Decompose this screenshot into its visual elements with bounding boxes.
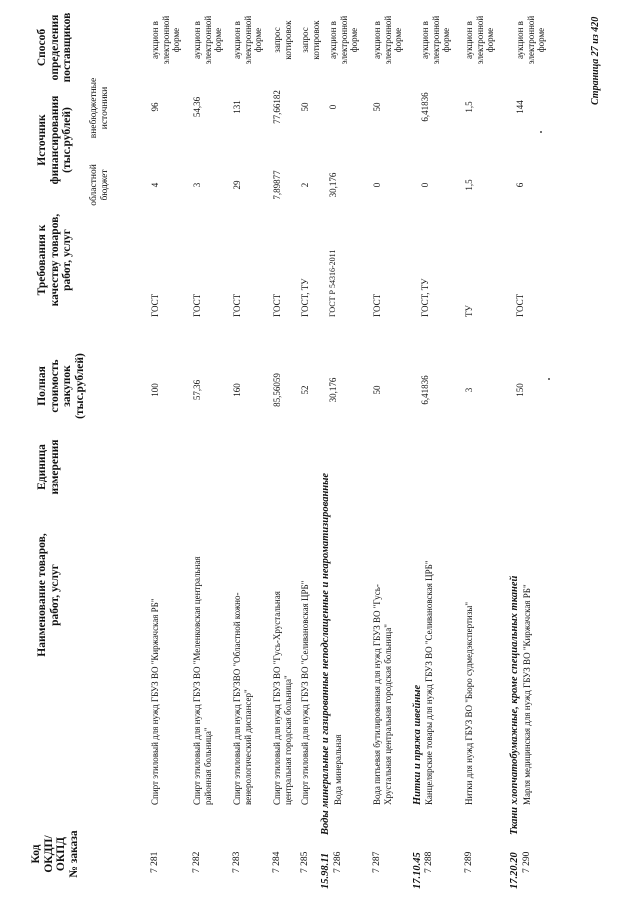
row-cost: 50 [372,385,382,395]
row-method [420,5,452,75]
row-method-line: электронной [525,15,536,65]
header-method [36,0,74,95]
header-quality-line: работ, услуг [61,229,73,291]
group-title: Воды минеральные и газированные неподслащенные и неароматизированные [320,472,331,835]
row-method [300,5,321,75]
row-regional: 7,89877 [272,170,282,200]
header-unit [36,427,61,507]
header-name-line: Наименование товаров, [36,533,48,657]
row-regional: 29 [232,180,242,190]
row-method [515,5,547,75]
header-regional-line: областной [89,164,99,206]
row-method-line: аукцион в [464,21,474,59]
row-name-line: Спирт этиловый для нужд ГБУЗ ВО "Киржачская РБ" [150,598,160,805]
header-cost-line: стоимость [48,359,61,413]
scan-speck [540,131,542,133]
row-method-line: аукцион в [192,21,202,59]
header-code-line: ОКПД [55,836,67,872]
row-quality: ГОСТ [232,293,242,317]
row-quality: ГОСТ [192,293,202,317]
row-regional: 4 [150,182,160,188]
row-regional: 6 [515,182,525,188]
header-code-line: № заказа [67,830,80,878]
row-name [372,495,393,805]
row-cost: 85,56059 [272,373,282,407]
header-finance-regional [89,145,110,225]
row-method-line: форме [393,27,403,53]
group-code: 15.98.11 [320,852,331,889]
row-extra: 6,41836 [420,92,430,122]
header-finance-line: Источник [36,114,48,166]
row-method-line: электронной [430,15,441,65]
header-code-line: ОКДП/ [42,835,55,873]
row-cost: 160 [232,383,242,397]
row-regional: 0 [372,182,382,188]
row-method [372,5,404,75]
row-method-line: котировок [310,20,321,60]
row-name-line: Спирт этиловый для нужд ГБУЗ ВО "Гусь-Хрустальная [272,591,282,805]
row-quality: ГОСТ [372,293,382,317]
row-name [300,495,311,805]
row-name-line: Вода минеральная [333,734,343,805]
row-method-line: аукцион в [515,21,525,59]
row-method-line: электронной [474,15,485,65]
row-method-line: электронной [382,15,393,65]
row-extra: 131 [232,100,242,114]
row-extra: 0 [328,104,338,110]
header-code [30,809,80,899]
row-cost: 100 [150,383,160,397]
row-regional: 3 [192,182,202,188]
row-method-line: запрос [272,27,282,53]
row-regional: 1,5 [464,179,474,191]
header-cost-line: Полная [36,366,48,406]
row-quality: ГОСТ [515,293,525,317]
header-quality-line: качеству товаров, [48,213,61,307]
row-cost: 6,41836 [420,375,430,405]
row-regional: 30,176 [328,172,338,198]
row-number: 7 282 [192,851,202,873]
row-name-line: районная больница" [202,727,213,805]
header-regional-line: бюджет [99,169,110,201]
header-quality [36,205,74,315]
row-extra: 50 [300,102,310,112]
row-extra: 77,66182 [272,90,282,124]
row-method-line: котировок [282,20,293,60]
row-method-line: аукцион в [232,21,242,59]
row-number: 7 287 [372,851,382,873]
row-method [150,5,182,75]
row-extra: 50 [372,102,382,112]
header-extra-line: внебюджетные [89,77,99,139]
row-method-line: аукцион в [372,21,382,59]
row-method [328,5,360,75]
row-name-line: Канцелярские товары для нужд ГБУЗ ВО "Селивановская ЦРБ" [424,560,434,805]
header-method-line: Способ [36,28,48,67]
row-quality: ГОСТ [150,293,160,317]
row-number: 7 284 [272,851,282,873]
row-regional: 0 [420,182,430,188]
header-finance [36,85,74,195]
header-extra-line: источники [99,86,110,130]
header-cost-line: (тыс.рублей) [73,353,86,419]
header-cost [36,341,86,431]
row-name [150,495,161,805]
header-unit-line: Единица [36,444,48,490]
row-method-line: электронной [338,15,349,65]
header-code-line: Код [30,844,42,864]
scan-speck [548,378,550,380]
header-method-line: поставщиков [61,12,73,83]
group-code: 17.10.45 [412,852,423,889]
header-name-line: работ, услуг [48,564,61,626]
row-method-line: электронной [202,15,213,65]
row-name [522,495,533,805]
header-cost-line: закупок [61,365,73,407]
row-method-line: запрос [300,27,310,53]
row-quality: ГОСТ, ТУ [300,278,310,317]
row-name-line: Вода питьевая бутилированная для нужд ГБУЗ ВО "Гусь- [372,584,382,805]
row-name [272,495,293,805]
row-cost: 30,176 [328,377,338,403]
row-method [272,5,293,75]
row-extra: 1,5 [464,101,474,113]
group-title: Ткани хлопчатобумажные, кроме специальных тканей [509,575,520,835]
row-extra: 54,36 [192,96,202,118]
row-name [464,495,475,805]
row-method-line: форме [441,27,451,53]
row-number: 7 288 [424,851,434,873]
page-number: Страница 27 из 420 [590,16,601,105]
row-name [424,495,435,805]
row-method-line: форме [171,27,181,53]
row-method-line: электронной [160,15,171,65]
row-number: 7 286 [333,851,343,873]
row-cost: 57,36 [192,379,202,401]
row-quality: ГОСТ Р 54316-2011 [328,249,337,317]
row-number: 7 285 [300,851,310,873]
row-number: 7 289 [464,851,474,873]
row-extra: 144 [515,100,525,114]
row-name-line: Спирт этиловый для нужд ГБУЗВО "Областной кожно- [232,592,242,805]
header-method-line: определения [48,14,61,81]
row-name-line: Хрустальная центральная городская больница" [382,624,393,805]
row-method [232,5,264,75]
row-name-line: Нитки для нужд ГБУЗ ВО "Бюро судмедэкспертизы" [464,601,474,805]
header-finance-extra [89,63,110,153]
row-cost: 3 [464,387,474,393]
row-method-line: электронной [242,15,253,65]
row-quality: ГОСТ, ТУ [420,278,430,317]
row-method-line: форме [536,27,546,53]
header-name [36,505,61,685]
row-method-line: форме [253,27,263,53]
row-method-line: аукцион в [420,21,430,59]
row-number: 7 283 [232,851,242,873]
row-method-line: форме [213,27,223,53]
group-code: 17.20.20 [509,852,520,889]
row-method-line: аукцион в [150,21,160,59]
row-cost: 52 [300,385,310,395]
row-name-line: венерологический диспансер" [242,689,253,805]
row-number: 7 281 [150,851,160,873]
row-regional: 2 [300,182,310,188]
row-method-line: форме [349,27,359,53]
header-finance-line: (тыс.рублей) [61,107,73,173]
row-extra: 96 [150,102,160,112]
row-method [192,5,224,75]
header-finance-line: финансирования [48,95,61,185]
group-title: Нитки и пряжа швейные [412,684,423,805]
row-name-line: центральная городская больница" [282,675,293,805]
row-cost: 150 [515,383,525,397]
row-name-line: Спирт этиловый для нужд ГБУЗ ВО "Селивановская ЦРБ" [300,580,310,805]
row-name [192,495,213,805]
header-quality-line: Требования к [36,224,48,296]
row-name [333,495,344,805]
header-unit-line: измерения [48,439,61,495]
row-method-line: аукцион в [328,21,338,59]
row-quality: ГОСТ [272,293,282,317]
row-name-line: Марля медицинская для нужд ГБУЗ ВО "Киржачская РБ" [522,584,532,805]
row-name [232,495,253,805]
row-method [464,5,496,75]
row-name-line: Спирт этиловый для нужд ГБУЗ ВО "Меленковская центральная [192,556,202,805]
row-method-line: форме [485,27,495,53]
row-number: 7 290 [522,851,532,873]
row-quality: ТУ [464,305,474,317]
